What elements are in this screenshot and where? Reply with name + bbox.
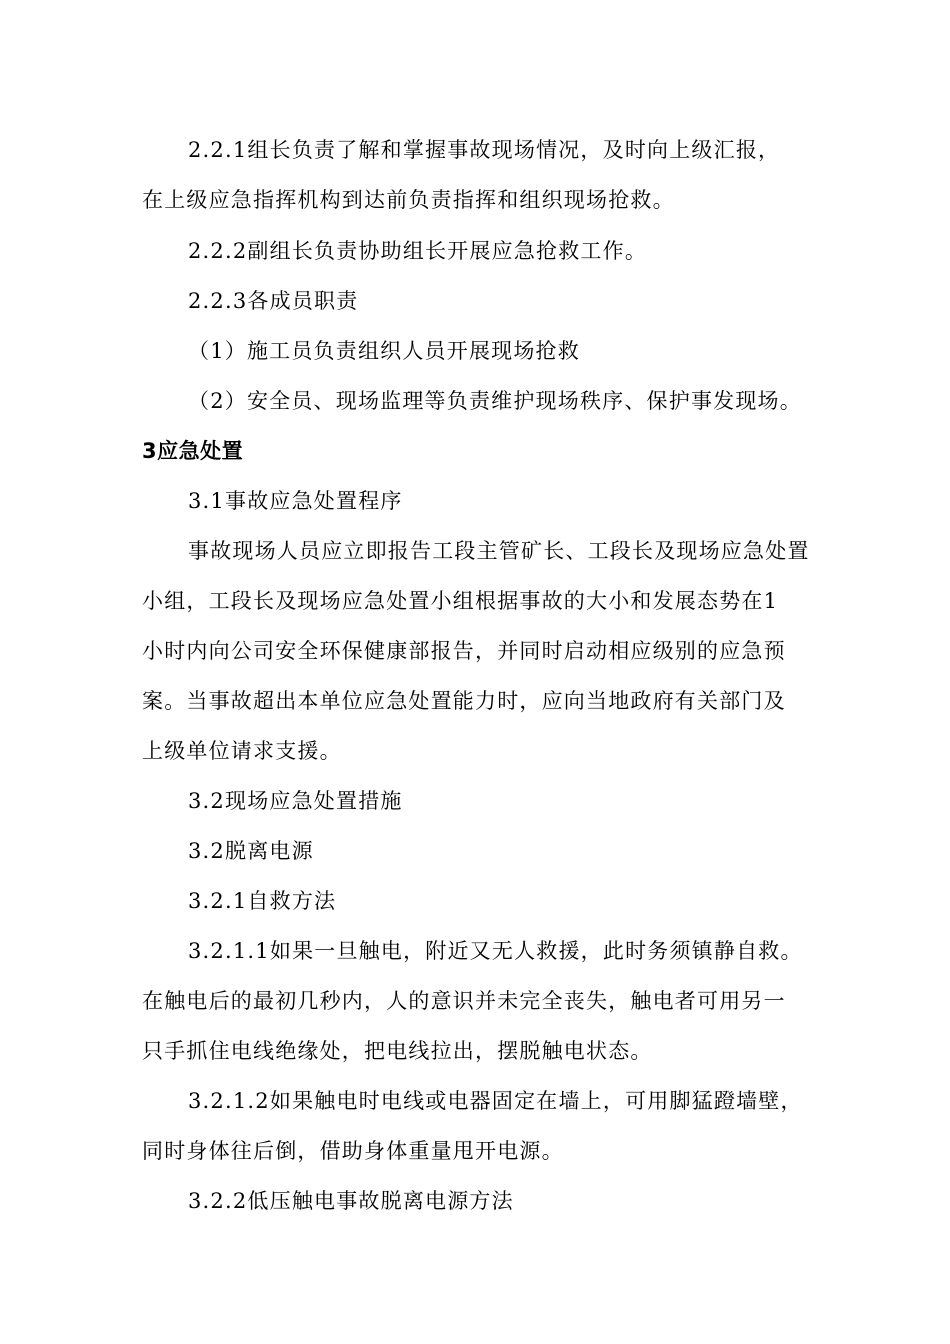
subsection-3-1-heading: 3.1事故应急处置程序 xyxy=(188,489,403,513)
paragraph-2-2-3-heading: 2.2.3各成员职责 xyxy=(188,289,359,313)
paragraph-3-1-line-5: 上级单位请求支援。 xyxy=(142,739,342,763)
paragraph-3-2-1-2-line-1: 3.2.1.2如果触电时电线或电器固定在墙上，可用脚猛蹬墙壁， xyxy=(188,1089,803,1113)
list-item-1: （1）施工员负责组织人员开展现场抢救 xyxy=(188,339,580,363)
list-item-2: （2）安全员、现场监理等负责维护现场秩序、保护事发现场。 xyxy=(188,389,802,413)
section-3-heading: 3应急处置 xyxy=(142,439,244,463)
paragraph-3-1-line-1: 事故现场人员应立即报告工段主管矿长、工段长及现场应急处置 xyxy=(188,539,810,563)
paragraph-3-1-line-4: 案。当事故超出本单位应急处置能力时，应向当地政府有关部门及 xyxy=(142,689,786,713)
subsection-3-2-heading: 3.2现场应急处置措施 xyxy=(188,789,403,813)
paragraph-3-2-1-1-line-1: 3.2.1.1如果一旦触电，附近又无人救援，此时务须镇静自救。 xyxy=(188,939,803,963)
paragraph-3-1-line-2: 小组，工段长及现场应急处置小组根据事故的大小和发展态势在1 xyxy=(142,589,779,613)
subsection-3-2-power-heading: 3.2脱离电源 xyxy=(188,839,314,863)
paragraph-3-2-1-1-line-2: 在触电后的最初几秒内，人的意识并未完全丧失，触电者可用另一 xyxy=(142,989,786,1013)
paragraph-2-2-1-line-2: 在上级应急指挥机构到达前负责指挥和组织现场抢救。 xyxy=(142,188,675,212)
paragraph-3-1-line-3: 小时内向公司安全环保健康部报告，并同时启动相应级别的应急预 xyxy=(142,639,786,663)
paragraph-3-2-1-1-line-3: 只手抓住电线绝缘处，把电线拉出，摆脱触电状态。 xyxy=(142,1039,653,1063)
subsection-3-2-2-heading: 3.2.2低压触电事故脱离电源方法 xyxy=(188,1189,514,1213)
paragraph-2-2-2: 2.2.2副组长负责协助组长开展应急抢救工作。 xyxy=(188,239,648,263)
subsection-3-2-1-heading: 3.2.1自救方法 xyxy=(188,889,337,913)
paragraph-2-2-1-line-1: 2.2.1组长负责了解和掌握事故现场情况，及时向上级汇报， xyxy=(188,138,781,162)
paragraph-3-2-1-2-line-2: 同时身体往后倒，借助身体重量甩开电源。 xyxy=(142,1139,564,1163)
